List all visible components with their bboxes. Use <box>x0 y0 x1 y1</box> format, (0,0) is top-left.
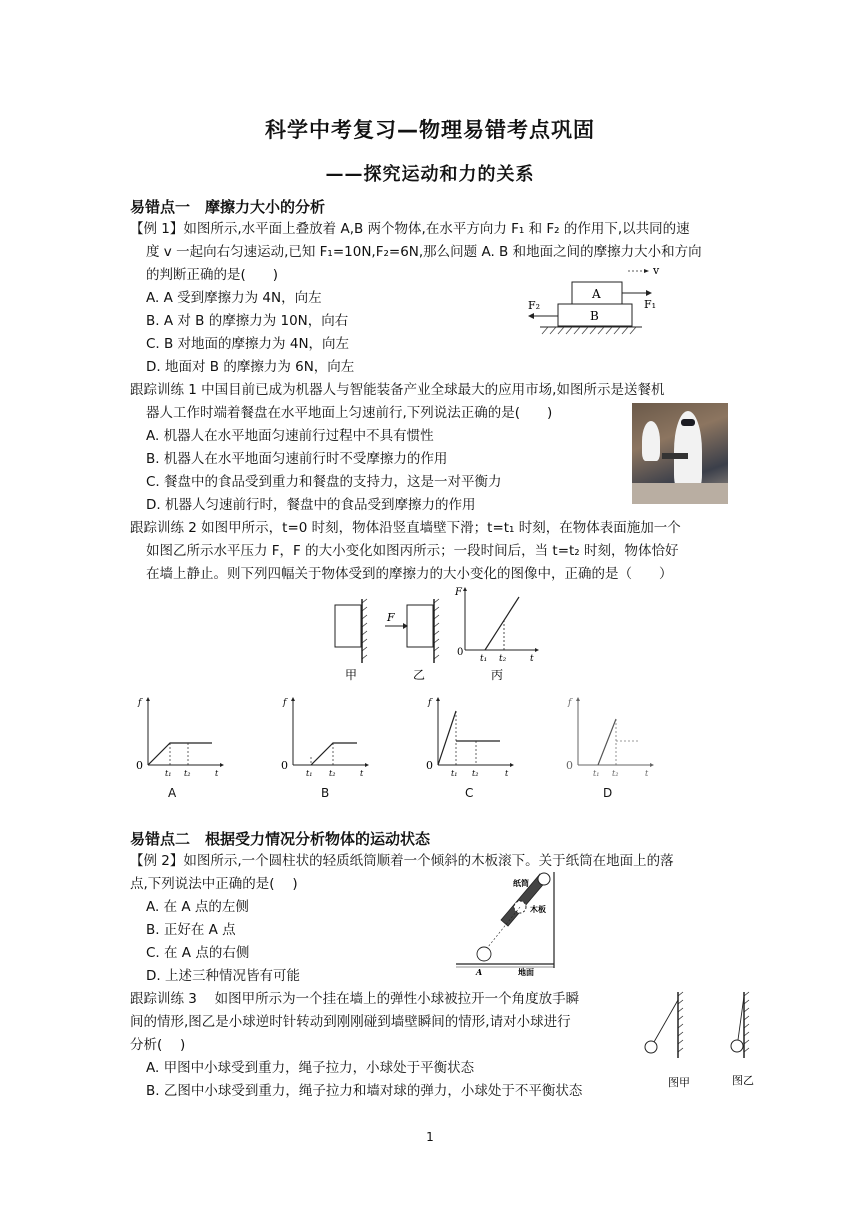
tube-label: 纸筒 <box>513 878 529 888</box>
ground-label: 地面 <box>518 967 534 976</box>
graph-d-t: t <box>645 769 649 778</box>
example2-line1: 【例 2】如图所示,一个圆柱状的轻质纸筒顺着一个倾斜的木板滚下。关于纸筒在地面上的落 <box>130 853 674 869</box>
graph-a-f: f <box>138 698 142 708</box>
graph-c-f: f <box>428 698 432 708</box>
graph-c-t: t <box>505 769 509 778</box>
block-diagram <box>520 262 670 342</box>
graph-b <box>275 695 370 780</box>
graph-d-t1: t₁ <box>593 769 600 778</box>
graph-a-t1: t₁ <box>165 769 172 778</box>
track3-line1: 跟踪训练 3 如图甲所示为一个挂在墙上的弹性小球被拉开一个角度放手瞬 <box>130 991 580 1007</box>
page-title: 科学中考复习—物理易错考点巩固 <box>265 118 595 142</box>
graph-c-zero: 0 <box>426 759 433 772</box>
graph-d-zero: 0 <box>566 759 573 772</box>
track3-option-a: A. 甲图中小球受到重力，绳子拉力，小球处于平衡状态 <box>146 1060 475 1076</box>
example1-line2: 度 v 一起向右匀速运动,已知 F₁=10N,F₂=6N,那么问题 A. B 和地面之间的摩擦力大小和方向 <box>146 244 702 260</box>
example2-option-b: B. 正好在 A 点 <box>146 922 236 938</box>
track3-line2: 间的情形,图乙是小球逆时针转动到刚刚碰到墙壁瞬间的情形,请对小球进行 <box>130 1014 571 1030</box>
pendulum-figure <box>636 988 760 1092</box>
example1-option-a: A. A 受到摩擦力为 4N，向左 <box>146 290 322 306</box>
track1-option-c: C. 餐盘中的食品受到重力和餐盘的支持力，这是一对平衡力 <box>146 474 502 490</box>
example2-option-a: A. 在 A 点的左侧 <box>146 899 249 915</box>
graph-b-zero: 0 <box>281 759 288 772</box>
page-number: 1 <box>426 1130 434 1144</box>
point-a-label: A <box>476 967 483 976</box>
track2-line1: 跟踪训练 2 如图甲所示，t=0 时刻，物体沿竖直墙壁下滑；t=t₁ 时刻，在物体表面施加一个 <box>130 520 681 536</box>
example1-option-b: B. A 对 B 的摩擦力为 10N，向右 <box>146 313 349 329</box>
choice-b-label: B <box>321 786 330 800</box>
robot-photo <box>632 403 728 504</box>
f2-label: F₂ <box>528 299 541 312</box>
bing-t1-label: t₁ <box>480 654 488 664</box>
track1-option-a: A. 机器人在水平地面匀速前行过程中不具有惯性 <box>146 428 434 444</box>
example2-option-c: C. 在 A 点的右侧 <box>146 945 250 961</box>
track3-option-b: B. 乙图中小球受到重力，绳子拉力和墙对球的弹力，小球处于不平衡状态 <box>146 1083 583 1099</box>
choice-a-label: A <box>168 786 177 800</box>
incline-figure <box>450 868 560 976</box>
graph-b-t2: t₂ <box>329 769 336 778</box>
section2-heading: 易错点二 根据受力情况分析物体的运动状态 <box>130 830 431 848</box>
track3-line3: 分析( ) <box>130 1037 186 1053</box>
track1-line2: 器人工作时端着餐盘在水平地面上匀速前行,下列说法正确的是( ) <box>146 405 553 421</box>
block-b-label: B <box>590 309 599 323</box>
block-a-label: A <box>592 287 601 301</box>
example1-line3: 的判断正确的是( ) <box>146 267 279 283</box>
section1-heading: 易错点一 摩擦力大小的分析 <box>130 198 326 216</box>
graph-a-zero: 0 <box>136 759 143 772</box>
example1-line1: 【例 1】如图所示,水平面上叠放着 A,B 两个物体,在水平方向力 F₁ 和 F₂ 的作用下,以共同的速 <box>130 221 690 237</box>
pendulum-jia-label: 图甲 <box>668 1076 690 1089</box>
graph-b-t: t <box>360 769 364 778</box>
page-subtitle: ——探究运动和力的关系 <box>325 164 535 185</box>
graph-b-t1: t₁ <box>306 769 313 778</box>
board-label: 木板 <box>530 904 546 914</box>
graph-a-t: t <box>215 769 219 778</box>
track2-line3: 在墙上静止。则下列四幅关于物体受到的摩擦力的大小变化的图像中，正确的是（ ） <box>146 566 673 582</box>
graph-c-t2: t₂ <box>472 769 479 778</box>
graph-d-f: f <box>568 698 572 708</box>
graph-d <box>560 695 655 780</box>
example1-option-c: C. B 对地面的摩擦力为 4N，向左 <box>146 336 350 352</box>
example2-option-d: D. 上述三种情况皆有可能 <box>146 968 300 984</box>
bing-zero-label: 0 <box>457 647 464 658</box>
v-label: v <box>653 264 660 277</box>
graph-d-t2: t₂ <box>612 769 619 778</box>
choice-d-label: D <box>603 786 613 800</box>
yi-label: 乙 <box>413 668 426 682</box>
bing-f-label: F <box>455 587 462 598</box>
graph-b-f: f <box>283 698 287 708</box>
choice-c-label: C <box>465 786 474 800</box>
jia-label: 甲 <box>345 668 358 682</box>
graph-a-t2: t₂ <box>184 769 191 778</box>
track1-option-d: D. 机器人匀速前行时，餐盘中的食品受到摩擦力的作用 <box>146 497 476 513</box>
example2-line2: 点,下列说法中正确的是( ) <box>130 876 298 892</box>
graph-a <box>130 695 225 780</box>
force-label: F <box>387 611 395 624</box>
track1-option-b: B. 机器人在水平地面匀速前行时不受摩擦力的作用 <box>146 451 448 467</box>
bing-t2-label: t₂ <box>499 654 507 664</box>
bing-t-label: t <box>530 654 534 664</box>
pendulum-yi-label: 图乙 <box>732 1074 754 1087</box>
graph-c <box>420 695 515 780</box>
f1-label: F₁ <box>644 298 657 311</box>
wall-force-figure <box>325 585 540 685</box>
track1-line1: 跟踪训练 1 中国目前已成为机器人与智能装备产业全球最大的应用市场,如图所示是送餐机 <box>130 382 665 398</box>
bing-label: 丙 <box>491 668 504 682</box>
graph-c-t1: t₁ <box>451 769 458 778</box>
track2-line2: 如图乙所示水平压力 F，F 的大小变化如图丙所示；一段时间后，当 t=t₂ 时刻，物体恰好 <box>146 543 679 559</box>
example1-option-d: D. 地面对 B 的摩擦力为 6N，向左 <box>146 359 355 375</box>
